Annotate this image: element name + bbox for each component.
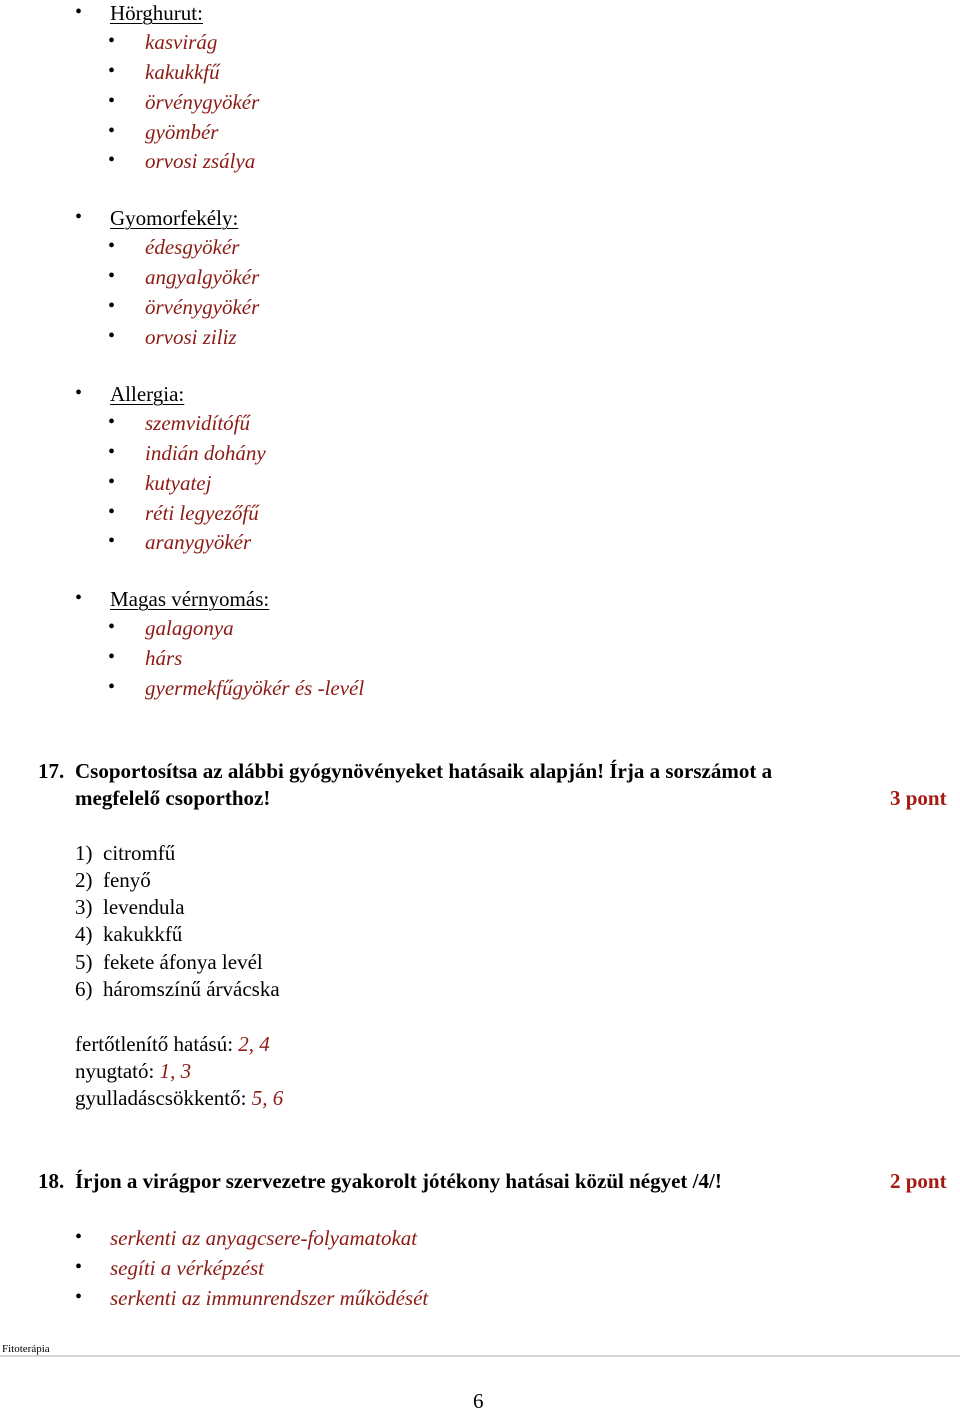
category-label-allergia: • Allergia: xyxy=(110,384,184,405)
plant-list-item: 5) fekete áfonya levél xyxy=(75,950,263,974)
question-17-points: 3 pont xyxy=(890,786,947,810)
list-item: • orvosi ziliz xyxy=(145,327,237,348)
list-item: • angyalgyökér xyxy=(145,267,259,288)
list-item: • édesgyökér xyxy=(145,237,239,258)
question-18-number: 18. xyxy=(38,1169,65,1193)
footer-label: Fitoterápia xyxy=(2,1343,50,1355)
answer-item: • serkenti az anyagcsere-folyamatokat xyxy=(110,1228,417,1249)
list-item: • örvénygyökér xyxy=(145,92,259,113)
footer-divider xyxy=(0,1355,960,1357)
group-answer: 5, 6 xyxy=(251,1086,284,1110)
group-answer: 1, 3 xyxy=(159,1059,192,1083)
list-item: • örvénygyökér xyxy=(145,297,259,318)
plant-list-item: 2) fenyő xyxy=(75,868,151,892)
list-item: • szemvidítófű xyxy=(145,413,250,434)
question-17-text-line1: Csoportosítsa az alábbi gyógynövényeket hatásaik alapján! Írja a sorszámot a xyxy=(75,759,773,783)
list-item: • indián dohány xyxy=(145,443,266,464)
group-row xyxy=(75,1061,191,1082)
category-label-magas-vernyomas: • Magas vérnyomás: xyxy=(110,589,269,610)
question-17-number: 17. xyxy=(38,759,65,783)
list-item: • orvosi zsálya xyxy=(145,151,255,172)
plant-list-item: 1) citromfű xyxy=(75,841,176,865)
question-18-text: Írjon a virágpor szervezetre gyakorolt jótékony hatásai közül négyet /4/! xyxy=(75,1169,722,1193)
list-item: • réti legyezőfű xyxy=(145,503,259,524)
question-18-points: 2 pont xyxy=(890,1169,947,1193)
list-item: • galagonya xyxy=(145,618,234,639)
group-row xyxy=(75,1034,270,1055)
group-label: nyugtató: xyxy=(75,1059,155,1083)
answer-item: • serkenti az immunrendszer működését xyxy=(110,1288,428,1309)
list-item: • kutyatej xyxy=(145,473,211,494)
list-item: • gyömbér xyxy=(145,122,218,143)
page-number: 6 xyxy=(473,1389,484,1413)
group-answer: 2, 4 xyxy=(238,1032,270,1056)
list-item: • kakukkfű xyxy=(145,62,220,83)
group-label: gyulladáscsökkentő: xyxy=(75,1086,247,1110)
category-label-gyomorfekely: • Gyomorfekély: xyxy=(110,208,238,229)
plant-list-item: 3) levendula xyxy=(75,895,185,919)
group-row xyxy=(75,1088,283,1109)
list-item: • aranygyökér xyxy=(145,532,251,553)
list-item: • hárs xyxy=(145,648,182,669)
plant-list-item: 6) háromszínű árvácska xyxy=(75,977,280,1001)
plant-list-item: 4) kakukkfű xyxy=(75,922,183,946)
question-17-text-line2: megfelelő csoporthoz! xyxy=(75,786,271,810)
list-item: • gyermekfűgyökér és -levél xyxy=(145,678,364,699)
group-label: fertőtlenítő hatású: xyxy=(75,1032,234,1056)
answer-item: • segíti a vérképzést xyxy=(110,1258,264,1279)
list-item: • kasvirág xyxy=(145,32,217,53)
category-label-horghurut: • Hörghurut: xyxy=(110,3,203,24)
